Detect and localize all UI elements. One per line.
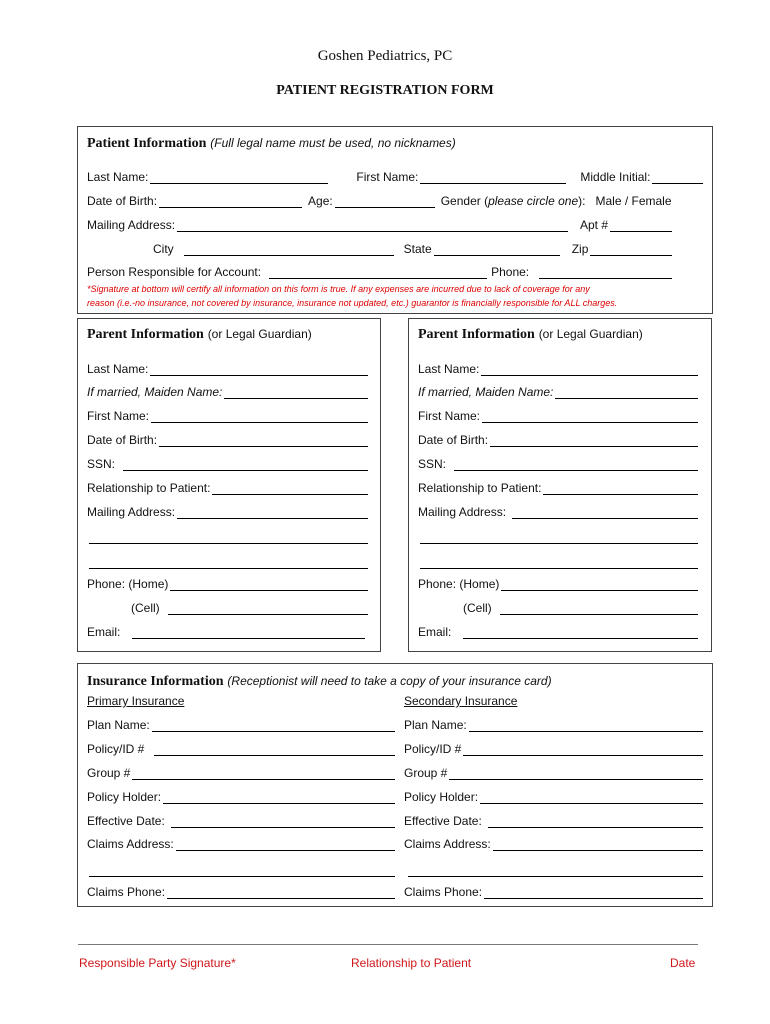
secondary-policy-row — [404, 742, 703, 756]
phone-label: Phone: — [491, 265, 530, 279]
secondary-claims-address-line2 — [408, 863, 703, 877]
parent-left-cell-label: (Cell) — [131, 601, 160, 615]
guarantor-note-line1: *Signature at bottom will certify all information on this form is true. If any expenses are incurred due to lack of coverage for any — [87, 284, 590, 294]
parent-right-mailing-field-3[interactable] — [420, 555, 698, 569]
apt-field[interactable] — [610, 218, 672, 232]
parent-left-first-field[interactable] — [151, 409, 368, 423]
parent-right-mailing-line3 — [420, 555, 698, 569]
signature-line[interactable] — [78, 944, 698, 945]
secondary-group-row — [404, 766, 703, 780]
parent-left-mailing-field-3[interactable] — [89, 555, 368, 569]
secondary-group-field[interactable] — [449, 766, 703, 780]
patient-name-row — [87, 170, 703, 184]
last-name-label: Last Name: — [87, 170, 149, 184]
practice-name: Goshen Pediatrics, PC — [317, 48, 453, 64]
responsible-label: Person Responsible for Account: — [87, 265, 262, 279]
parent-left-cell-row — [131, 601, 368, 615]
secondary-holder-row — [404, 790, 703, 804]
primary-holder-label: Policy Holder: — [87, 790, 162, 804]
last-name-field[interactable] — [150, 170, 328, 184]
age-label: Age: — [308, 194, 333, 208]
secondary-claims-phone-label: Claims Phone: — [404, 885, 483, 899]
primary-plan-field[interactable] — [152, 718, 395, 732]
parent-left-dob-label: Date of Birth: — [87, 433, 158, 447]
primary-claims-address-field-2[interactable] — [89, 863, 395, 877]
parent-left-ssn-label: SSN: — [87, 457, 116, 471]
parent-right-first-field[interactable] — [482, 409, 698, 423]
gender-note: please circle one — [488, 194, 579, 208]
parent-left-phone-row — [87, 577, 368, 591]
zip-field[interactable] — [590, 242, 672, 256]
parent-right-cell-label: (Cell) — [463, 601, 492, 615]
parent-left-dob-field[interactable] — [159, 433, 368, 447]
phone-field[interactable] — [539, 265, 672, 279]
parent-right-email-field[interactable] — [463, 625, 698, 639]
dob-label: Date of Birth: — [87, 194, 158, 208]
relationship-signature-label: Relationship to Patient — [351, 956, 472, 970]
parent-right-mailing-line2 — [420, 530, 698, 544]
parent-right-last-row — [418, 362, 698, 376]
guarantor-note-line2: reason (i.e.-no insurance, not covered by insurance, insurance not updated, etc.) guarantor is financially responsible for ALL charges. — [87, 298, 618, 308]
secondary-effective-row — [404, 814, 703, 828]
parent-right-email-row — [418, 625, 698, 639]
secondary-claims-address-row — [404, 837, 703, 851]
parent-right-last-label: Last Name: — [418, 362, 480, 376]
primary-policy-row — [87, 742, 395, 756]
secondary-plan-field[interactable] — [469, 718, 703, 732]
parent-left-phone-field[interactable] — [170, 577, 368, 591]
primary-policy-field[interactable] — [154, 742, 395, 756]
parent-right-relationship-label: Relationship to Patient: — [418, 481, 542, 495]
parent-left-maiden-label: If married, Maiden Name: — [87, 385, 223, 399]
parent-right-dob-field[interactable] — [490, 433, 698, 447]
primary-policy-label: Policy/ID # — [87, 742, 145, 756]
parent-right-dob-row — [418, 433, 698, 447]
parent-left-maiden-field[interactable] — [224, 385, 368, 399]
parent-left-heading-note: (or Legal Guardian) — [207, 327, 312, 341]
parent-left-phone-label: Phone: (Home) — [87, 577, 169, 591]
date-signature-label: Date — [670, 956, 696, 970]
parent-left-ssn-field[interactable] — [123, 457, 368, 471]
parent-right-maiden-field[interactable] — [555, 385, 698, 399]
city-field[interactable] — [184, 242, 394, 256]
parent-right-cell-row — [463, 601, 698, 615]
parent-right-phone-label: Phone: (Home) — [418, 577, 500, 591]
parent-right-dob-label: Date of Birth: — [418, 433, 489, 447]
parent-left-last-label: Last Name: — [87, 362, 149, 376]
patient-dob-row — [87, 194, 703, 208]
primary-insurance-label: Primary Insurance — [87, 694, 185, 708]
parent-right-relationship-field[interactable] — [543, 481, 698, 495]
primary-group-label: Group # — [87, 766, 131, 780]
secondary-claims-address-field-2[interactable] — [408, 863, 703, 877]
parent-left-mailing-field[interactable] — [177, 505, 368, 519]
gender-options[interactable]: Male / Female — [595, 194, 672, 208]
patient-responsible-row — [87, 265, 672, 279]
secondary-holder-field[interactable] — [480, 790, 703, 804]
parent-left-dob-row — [87, 433, 368, 447]
primary-effective-row — [87, 814, 395, 828]
dob-field[interactable] — [159, 194, 302, 208]
primary-effective-label: Effective Date: — [87, 814, 165, 828]
secondary-group-label: Group # — [404, 766, 448, 780]
patient-heading-title: Patient Information — [87, 136, 207, 151]
first-name-label: First Name: — [356, 170, 419, 184]
parent-left-relationship-field[interactable] — [212, 481, 368, 495]
primary-group-field[interactable] — [132, 766, 395, 780]
state-label: State — [403, 242, 432, 256]
insurance-heading-title: Insurance Information — [87, 674, 224, 689]
primary-group-row — [87, 766, 395, 780]
secondary-plan-row — [404, 718, 703, 732]
secondary-plan-label: Plan Name: — [404, 718, 467, 732]
parent-right-mailing-field[interactable] — [512, 505, 698, 519]
parent-right-ssn-label: SSN: — [418, 457, 447, 471]
state-field[interactable] — [434, 242, 560, 256]
first-name-field[interactable] — [420, 170, 566, 184]
primary-plan-label: Plan Name: — [87, 718, 150, 732]
age-field[interactable] — [335, 194, 435, 208]
parent-left-mailing-row — [87, 505, 368, 519]
primary-effective-field[interactable] — [171, 814, 395, 828]
parent-right-heading-note: (or Legal Guardian) — [538, 327, 643, 341]
parent-right-mailing-row — [418, 505, 698, 519]
parent-left-email-label: Email: — [87, 625, 121, 639]
parent-right-phone-row — [418, 577, 698, 591]
parent-right-ssn-row — [418, 457, 698, 471]
patient-mailing-row — [87, 218, 672, 232]
secondary-claims-phone-field[interactable] — [484, 885, 703, 899]
parent-right-maiden-row — [418, 385, 698, 399]
parent-left-email-field[interactable] — [132, 625, 365, 639]
insurance-heading — [87, 672, 552, 690]
mailing-address-label: Mailing Address: — [87, 218, 176, 232]
parent-left-heading — [87, 325, 312, 343]
parent-right-mailing-field-2[interactable] — [420, 530, 698, 544]
patient-city-row — [153, 242, 672, 256]
primary-claims-phone-label: Claims Phone: — [87, 885, 166, 899]
zip-label: Zip — [571, 242, 589, 256]
gender-close: ): — [578, 194, 586, 208]
parent-left-mailing-label: Mailing Address: — [87, 505, 176, 519]
primary-plan-row — [87, 718, 395, 732]
apt-label: Apt # — [579, 218, 608, 232]
middle-initial-field[interactable] — [652, 170, 703, 184]
parent-left-ssn-row — [87, 457, 368, 471]
insurance-heading-note: (Receptionist will need to take a copy of your insurance card) — [227, 674, 552, 688]
parent-right-maiden-label: If married, Maiden Name: — [418, 385, 554, 399]
parent-right-last-field[interactable] — [481, 362, 698, 376]
parent-left-email-row — [87, 625, 365, 639]
parent-left-first-label: First Name: — [87, 409, 150, 423]
parent-left-mailing-field-2[interactable] — [89, 530, 368, 544]
parent-right-first-row — [418, 409, 698, 423]
secondary-holder-label: Policy Holder: — [404, 790, 479, 804]
parent-left-cell-field[interactable] — [168, 601, 368, 615]
parent-left-mailing-line2 — [89, 530, 368, 544]
gender-label: Gender ( — [440, 194, 489, 208]
primary-claims-address-field[interactable] — [176, 837, 395, 851]
parent-left-last-field[interactable] — [150, 362, 368, 376]
responsible-field[interactable] — [269, 265, 487, 279]
parent-left-relationship-row — [87, 481, 368, 495]
primary-claims-address-label: Claims Address: — [87, 837, 174, 851]
primary-claims-address-row — [87, 837, 395, 851]
parent-left-heading-title: Parent Information — [87, 327, 204, 342]
parent-right-ssn-field[interactable] — [454, 457, 698, 471]
primary-holder-row — [87, 790, 395, 804]
secondary-effective-field[interactable] — [488, 814, 703, 828]
parent-left-relationship-label: Relationship to Patient: — [87, 481, 211, 495]
secondary-insurance-label: Secondary Insurance — [404, 694, 518, 708]
parent-right-heading — [418, 325, 643, 343]
secondary-policy-label: Policy/ID # — [404, 742, 462, 756]
primary-holder-field[interactable] — [163, 790, 395, 804]
parent-left-last-row — [87, 362, 368, 376]
form-title: PATIENT REGISTRATION FORM — [276, 83, 494, 98]
parent-right-email-label: Email: — [418, 625, 452, 639]
primary-claims-address-line2 — [89, 863, 395, 877]
middle-initial-label: Middle Initial: — [580, 170, 651, 184]
mailing-address-field[interactable] — [177, 218, 568, 232]
city-label: City — [153, 242, 174, 256]
parent-right-first-label: First Name: — [418, 409, 481, 423]
parent-right-mailing-label: Mailing Address: — [418, 505, 507, 519]
parent-left-mailing-line3 — [89, 555, 368, 569]
secondary-claims-address-field[interactable] — [493, 837, 703, 851]
patient-heading-note: (Full legal name must be used, no nicknames) — [210, 136, 456, 150]
patient-information-heading — [87, 134, 456, 152]
parent-right-relationship-row — [418, 481, 698, 495]
secondary-effective-label: Effective Date: — [404, 814, 482, 828]
primary-claims-phone-row — [87, 885, 395, 899]
parent-left-first-row — [87, 409, 368, 423]
primary-claims-phone-field[interactable] — [167, 885, 395, 899]
secondary-claims-phone-row — [404, 885, 703, 899]
parent-right-cell-field[interactable] — [500, 601, 698, 615]
parent-right-heading-title: Parent Information — [418, 327, 535, 342]
secondary-claims-address-label: Claims Address: — [404, 837, 491, 851]
parent-right-phone-field[interactable] — [501, 577, 698, 591]
responsible-signature-label: Responsible Party Signature* — [79, 956, 236, 970]
parent-left-maiden-row — [87, 385, 368, 399]
secondary-policy-field[interactable] — [463, 742, 703, 756]
